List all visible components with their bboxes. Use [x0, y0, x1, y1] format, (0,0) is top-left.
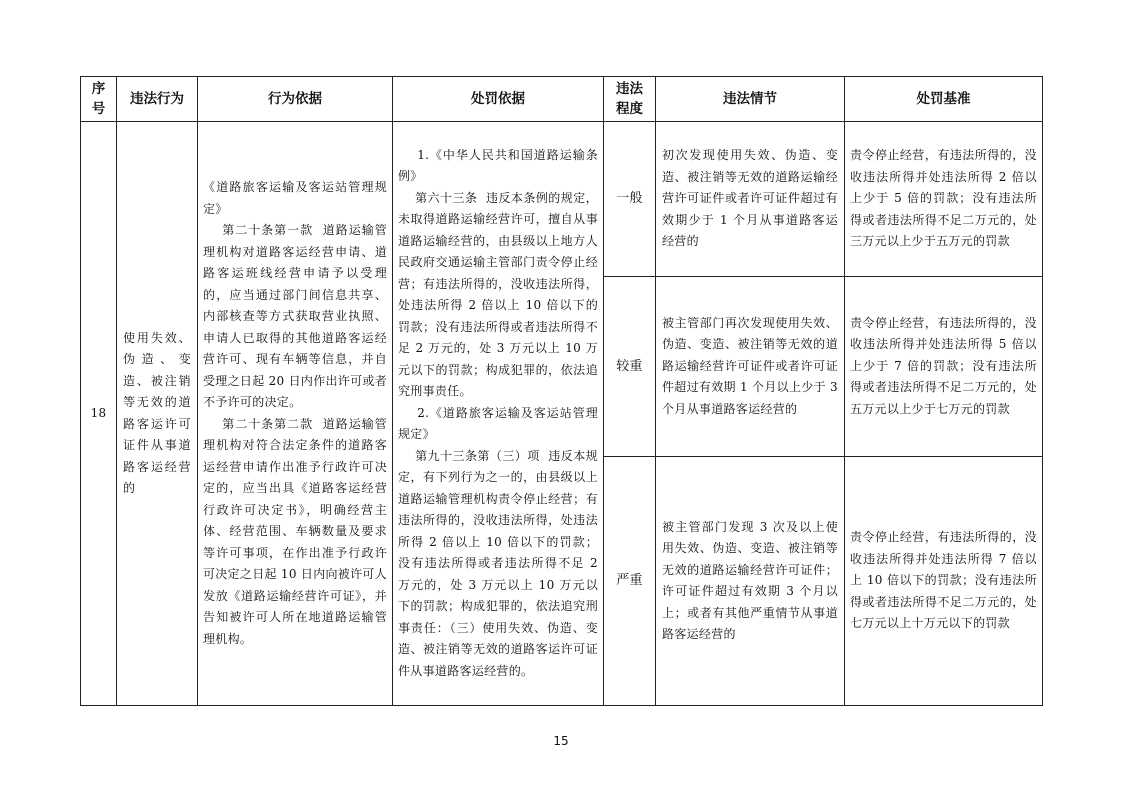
situation-severe: 被主管部门发现 3 次及以上使用失效、伪造、变造、被注销等无效的道路运输经营许可证件；许可证件超过有效期 3 个月以上；或者有其他严重情节从事道路客运经营的: [656, 457, 845, 706]
table-row: [81, 122, 1043, 277]
header-situation: 违法情节: [656, 77, 845, 122]
header-seq: 序 号: [81, 77, 117, 122]
degree-serious: 较重: [604, 277, 656, 457]
page-number: 15: [553, 734, 569, 748]
penalty-standard-table: [80, 76, 1043, 706]
standard-severe: 责令停止经营，有违法所得的，没收违法所得并处违法所得 7 倍以上 10 倍以下的罚款；没有违法所得或者违法所得不足二万元的，处七万元以上十万元以下的罚款: [845, 457, 1043, 706]
header-violation-act: 违法行为: [117, 77, 198, 122]
degree-general: 一般: [604, 122, 656, 277]
situation-general: 初次发现使用失效、伪造、变造、被注销等无效的道路运输经营许可证件或者许可证件超过有效期少于 1 个月从事道路客运经营的: [656, 122, 845, 277]
situation-serious: 被主管部门再次发现使用失效、伪造、变造、被注销等无效的道路运输经营许可证件或者许可证件超过有效期 1 个月以上少于 3 个月从事道路客运经营的: [656, 277, 845, 457]
standard-serious: 责令停止经营，有违法所得的，没收违法所得并处违法所得 5 倍以上少于 7 倍的罚款；没有违法所得或者违法所得不足二万元的，处五万元以上少于七万元的罚款: [845, 277, 1043, 457]
header-punishment-basis: 处罚依据: [393, 77, 604, 122]
row-seq: 18: [81, 122, 117, 706]
violation-act-cell: 使用失效、伪造、变造、被注销等无效的道路客运许可证件从事道路客运经营的: [117, 122, 198, 706]
header-row: [81, 77, 1043, 122]
punishment-basis-cell: 1.《中华人民共和国道路运输条例》 第六十三条 违反本条例的规定，未取得道路运输经营许可，擅自从事道路运输经营的，由县级以上地方人民政府交通运输主管部门责令停止经营；有违法所得的，没收违法所得，处违法所得 2 倍以上 10 倍以下的罚款；没有违法所得或者违法所得不足 2 万元的，处 3 万元以上 10 万元以下的罚款；构成犯罪的，依法追究刑事责任。 2.《道路旅客运输及客运站管理规定》 第九十三条第（三）项 违反本规定，有下列行为之一的，由县级以上道路运输管理机构责令停止经营；有违法所得的，没收违法所得，处违法所得 2 倍以上 10 倍以下的罚款；没有违法所得或者违法所得不足 2 万元的，处 3 万元以上 10 万元以下的罚款；构成犯罪的，依法追究刑事责任：（三）使用失效、伪造、变造、被注销等无效的道路客运许可证件从事道路客运经营的。: [393, 122, 604, 706]
header-degree: 违法 程度: [604, 77, 656, 122]
degree-severe: 严重: [604, 457, 656, 706]
header-act-basis: 行为依据: [198, 77, 393, 122]
header-standard: 处罚基准: [845, 77, 1043, 122]
act-basis-cell: 《道路旅客运输及客运站管理规定》 第二十条第一款 道路运输管理机构对道路客运经营申请、道路客运班线经营申请予以受理的，应当通过部门间信息共享、内部核查等方式获取营业执照、申请人已取得的其他道路客运经营许可、现有车辆等信息，并自受理之日起 20 日内作出许可或者不予许可的决定。 第二十条第二款 道路运输管理机构对符合法定条件的道路客运经营申请作出准予行政许可决定的，应当出具《道路客运经营行政许可决定书》，明确经营主体、经营范围、车辆数量及要求等许可事项，在作出准予行政许可决定之日起 10 日内向被许可人发放《道路运输经营许可证》，并告知被许可人所在地道路运输管理机构。: [198, 122, 393, 706]
standard-general: 责令停止经营，有违法所得的，没收违法所得并处违法所得 2 倍以上少于 5 倍的罚款；没有违法所得或者违法所得不足二万元的，处三万元以上少于五万元的罚款: [845, 122, 1043, 277]
